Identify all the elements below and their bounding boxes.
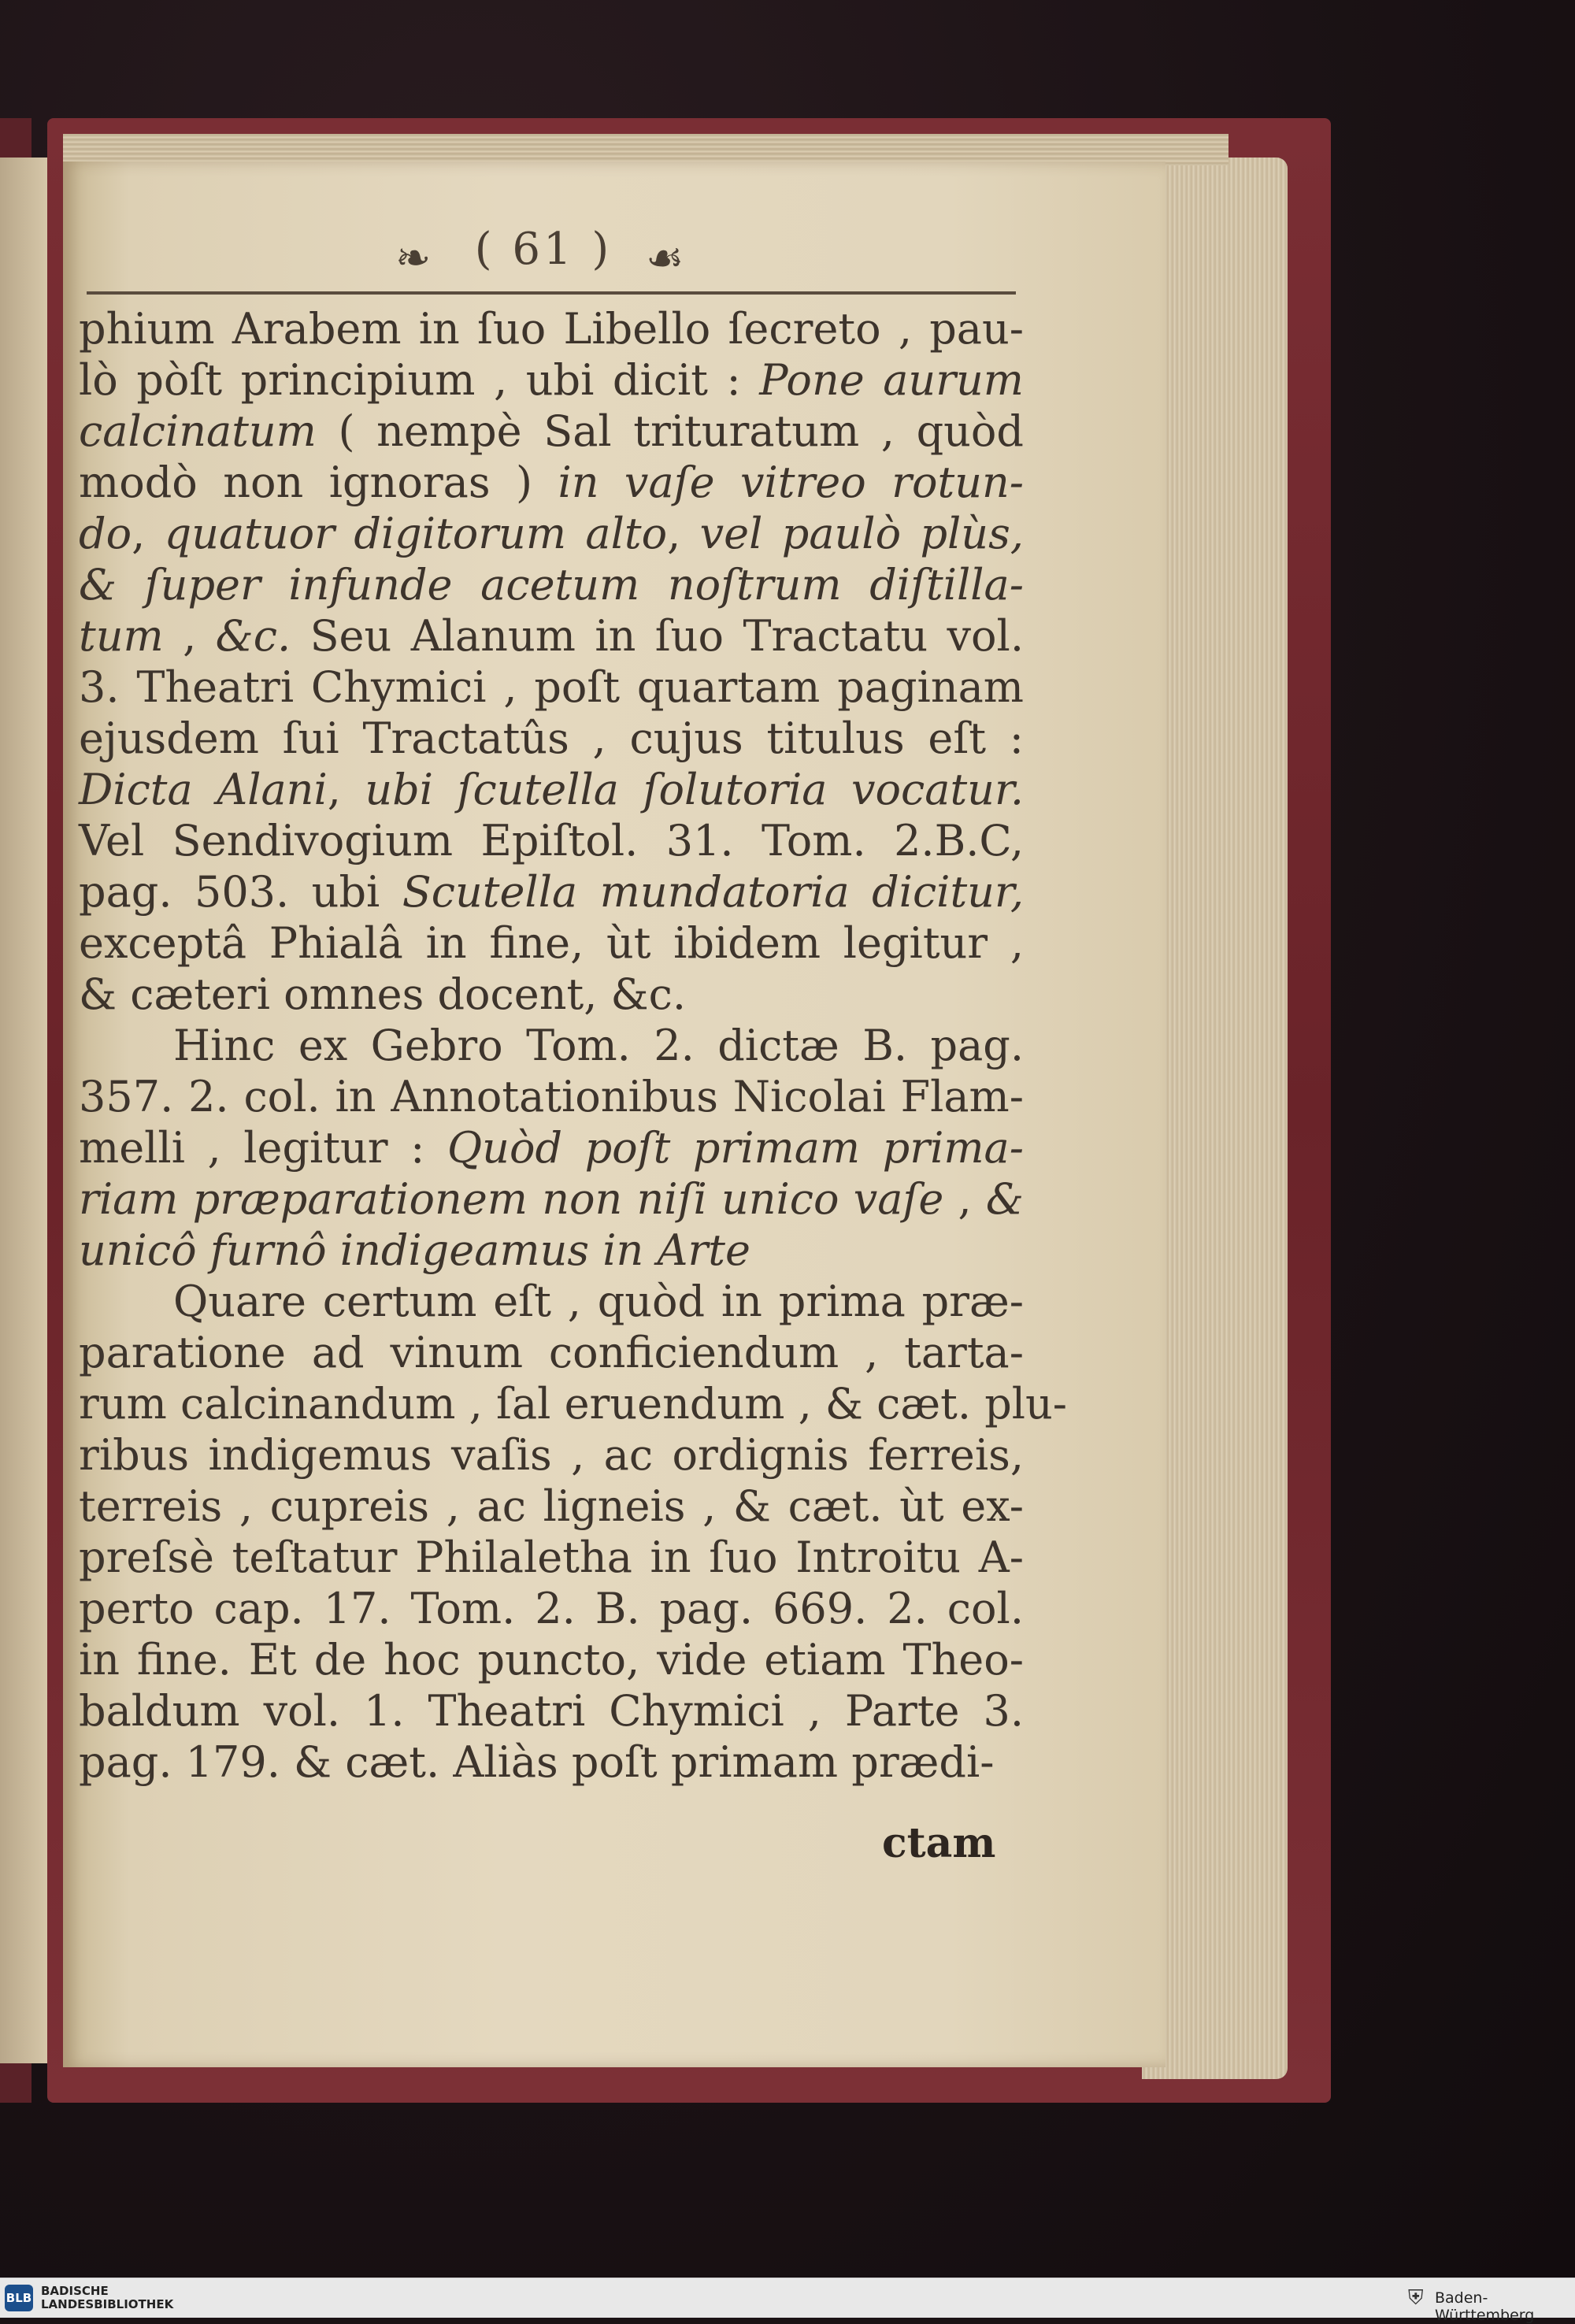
text-segment: ( nempè Sal trituratum , quòd: [316, 406, 1024, 456]
italic-text: & ſuper infunde acetum noſtrum diſtilla-: [79, 560, 1024, 610]
text-segment: ,: [132, 509, 165, 558]
text-segment: modò non ignoras ): [79, 458, 558, 507]
text-line: [79, 508, 1024, 559]
text-line: [79, 1225, 1024, 1276]
text-segment: 357. 2. col. in Annotationibus Nicolai Flam-: [79, 1072, 1024, 1121]
text-segment: 3. Theatri Chymici , poſt quartam paginam: [79, 662, 1024, 712]
text-segment: Hinc ex Gebro Tom. 2. dictæ B. pag.: [173, 1021, 1024, 1070]
text-line: [79, 1378, 1068, 1429]
italic-text: calcinatum: [79, 406, 317, 456]
library-name-line2: LANDESBIBLIOTHEK: [41, 2297, 174, 2311]
text-segment: perto cap. 17. Tom. 2. B. pag. 669. 2. col.: [79, 1584, 1024, 1633]
text-segment: melli , legitur :: [79, 1123, 447, 1173]
italic-text: ubi ſcutella ſolutoria vocatur.: [365, 765, 1024, 814]
text-line: [79, 1429, 1024, 1481]
text-line: [79, 917, 1024, 969]
text-segment: rum calcinandum , ſal eruendum , & cæt. plu-: [79, 1379, 1068, 1429]
text-segment: Vel Sendivogium Epiſtol. 31. Tom. 2.B.C,: [79, 816, 1024, 865]
text-segment: preſsè teſtatur Philaletha in ſuo Introitu A-: [79, 1533, 1024, 1582]
text-segment: phium Arabem in ſuo Libello ſecreto , pau-: [79, 304, 1024, 354]
text-segment: ejusdem ſui Tractatûs , cujus titulus eſt :: [79, 714, 1024, 763]
text-segment: lò pòſt principium , ubi dicit :: [79, 355, 760, 405]
text-segment: pag. 503. ubi: [79, 867, 402, 917]
text-line: [79, 1276, 1024, 1327]
italic-text: Dicta Alani: [79, 765, 328, 814]
text-line: [79, 1685, 1024, 1737]
library-name[interactable]: [41, 2285, 173, 2311]
text-segment: terreis , cupreis , ac ligneis , & cæt. ùt ex-: [79, 1481, 1024, 1531]
text-segment: ,: [667, 509, 700, 558]
ornament-right-icon: ☙: [646, 233, 684, 283]
header-rule: [87, 291, 1016, 295]
text-line: [79, 1481, 1024, 1532]
text-line: [79, 457, 1024, 508]
italic-text: tum: [79, 611, 164, 661]
text-segment: Seu Alanum in ſuo Tractatu vol.: [291, 611, 1024, 661]
text-line: [79, 662, 1024, 713]
text-line: [79, 559, 1024, 610]
page-number: ( 61 ): [474, 224, 613, 275]
text-line: [79, 1532, 1024, 1583]
coat-of-arms-icon: ⛨: [1408, 2286, 1424, 2310]
text-segment: in fine. Et de hoc puncto, vide etiam Theo-: [79, 1635, 1024, 1685]
text-line: [79, 406, 1024, 457]
text-segment: pag. 179. & cæt. Aliàs poſt primam prædi-: [79, 1737, 995, 1787]
page-edges-top: [63, 134, 1228, 165]
text-line: [79, 815, 1024, 866]
blb-logo[interactable]: BLB: [5, 2285, 33, 2311]
italic-text: Scutella mundatoria dicitur,: [402, 867, 1024, 917]
italic-text: do: [79, 509, 132, 558]
region-name[interactable]: Baden-Württemberg: [1435, 2289, 1535, 2324]
page-header: [87, 224, 1000, 291]
text-line: [79, 1327, 1024, 1378]
text-line: [79, 1020, 1024, 1071]
italic-text: in vaſe vitreo rotun-: [558, 458, 1025, 507]
italic-text: &c.: [215, 611, 291, 661]
text-line: [79, 1071, 1024, 1122]
text-line: [79, 1122, 1024, 1173]
italic-text: riam præparationem non niſi unico vaſe: [79, 1174, 944, 1224]
text-segment: exceptâ Phialâ in fine, ùt ibidem legitur ,: [79, 918, 1024, 968]
text-line: [79, 610, 1024, 662]
text-line: [79, 764, 1024, 815]
text-line: [79, 866, 1024, 917]
ornament-left-icon: ❧: [395, 233, 432, 283]
library-name-line1: BADISCHE: [41, 2284, 109, 2298]
italic-text: quatuor digitorum alto: [164, 509, 668, 558]
text-line: [79, 1737, 1024, 1788]
text-segment: Quare certum eſt , quòd in prima præ-: [173, 1277, 1024, 1326]
text-segment: ,: [327, 765, 365, 814]
text-line: [79, 969, 1024, 1020]
text-segment: ribus indigemus vaſis , ac ordignis ferreis,: [79, 1430, 1024, 1480]
text-line: [79, 303, 1024, 354]
text-line: [79, 1634, 1024, 1685]
italic-text: &: [985, 1174, 1024, 1224]
text-line: [79, 1173, 1024, 1225]
footer-bar: [0, 2278, 1575, 2324]
italic-text: Pone aurum: [759, 355, 1025, 405]
italic-text: vel paulò plùs,: [699, 509, 1024, 558]
page-body-text: [79, 303, 1068, 1788]
text-segment: baldum vol. 1. Theatri Chymici , Parte 3.: [79, 1686, 1024, 1736]
text-segment: & cæteri omnes docent, &c.: [79, 969, 687, 1019]
text-segment: paratione ad vinum conficiendum , tarta-: [79, 1328, 1024, 1377]
text-segment: ,: [943, 1174, 986, 1224]
italic-text: unicô furnô indigeamus in Arte: [79, 1225, 750, 1275]
italic-text: Quòd poſt primam prima-: [447, 1123, 1024, 1173]
text-line: [79, 354, 1024, 406]
text-line: [79, 713, 1024, 764]
catchword: ctam: [882, 1819, 996, 1867]
text-line: [79, 1583, 1024, 1634]
text-segment: ,: [163, 611, 216, 661]
